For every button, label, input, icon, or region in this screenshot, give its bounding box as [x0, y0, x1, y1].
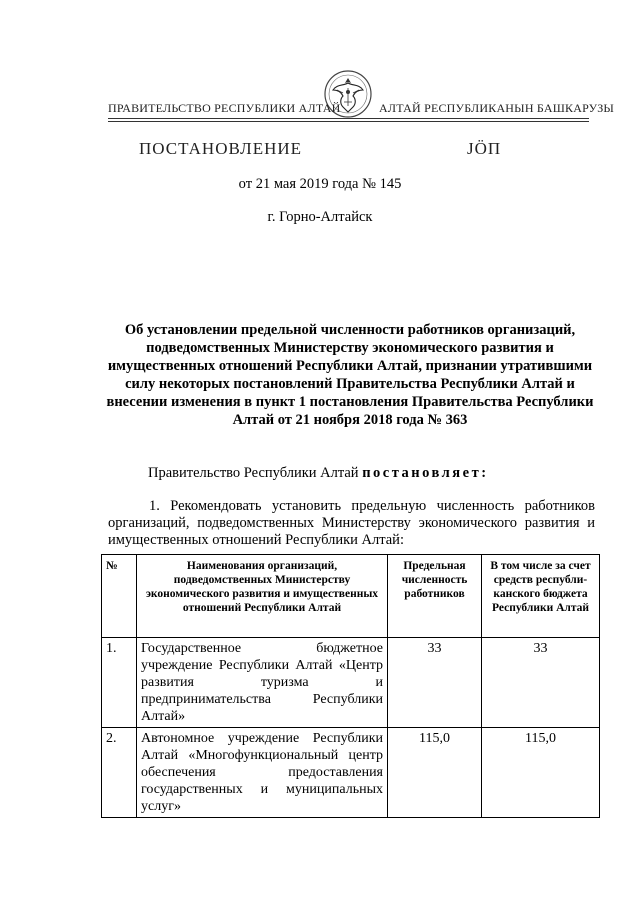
header-budget: В том числе за счет средств республи-канского бюджета Республики Алтай	[482, 555, 600, 638]
row-limit: 115,0	[388, 728, 482, 818]
header-divider-secondary	[108, 121, 589, 122]
organizations-table	[101, 554, 600, 818]
header-limit: Предельная численность работников	[388, 555, 482, 638]
decree-intro	[148, 465, 489, 482]
row-limit: 33	[388, 638, 482, 728]
row-organization: Автономное учреждение Республики Алтай «Многофункциональный центр обеспечения предоставления государственных и муниципальных услуг»	[137, 728, 388, 818]
row-number: 1.	[102, 638, 137, 728]
government-name-altai: АЛТАЙ РЕСПУБЛИКАНЫН БАШКАРУЗЫ	[379, 101, 615, 115]
government-name-russian: ПРАВИТЕЛЬСТВО РЕСПУБЛИКИ АЛТАЙ	[108, 101, 341, 115]
row-budget: 115,0	[482, 728, 600, 818]
header-divider	[108, 118, 589, 119]
document-date-number: от 21 мая 2019 года № 145	[238, 176, 402, 192]
document-city: г. Горно-Алтайск	[267, 209, 373, 225]
header-number: №	[102, 555, 137, 638]
decree-verb: постановляет:	[362, 465, 489, 481]
row-budget: 33	[482, 638, 600, 728]
document-type-russian: ПОСТАНОВЛЕНИЕ	[139, 139, 303, 158]
decree-subject: Правительство Республики Алтай	[148, 465, 359, 481]
header-organization: Наименования организаций, подведомственных Министерству экономического развития и имущественных отношений Республики Алтай	[137, 555, 388, 638]
document-title: Об установлении предельной численности работников организаций, подведомственных Министерству экономического развития и имущественных отношений Республики Алтай, признании утратившими силу некоторых постановлений Правительства Республики Алтай и внесении изменения в пункт 1 постановления Правительства Республики Алтай от 21 ноября 2018 года № 363	[106, 322, 594, 428]
table-header-row	[102, 555, 600, 638]
table-row	[102, 638, 600, 728]
row-number: 2.	[102, 728, 137, 818]
table-row	[102, 728, 600, 818]
paragraph-1: 1. Рекомендовать установить предельную численность работников организаций, подведомственных Министерству экономического развития и имущественных отношений Республики Алтай:	[108, 498, 595, 548]
document-type-altai: JӦП	[467, 139, 502, 158]
row-organization: Государственное бюджетное учреждение Республики Алтай «Центр развития туризма и предпринимательства Республики Алтай»	[137, 638, 388, 728]
